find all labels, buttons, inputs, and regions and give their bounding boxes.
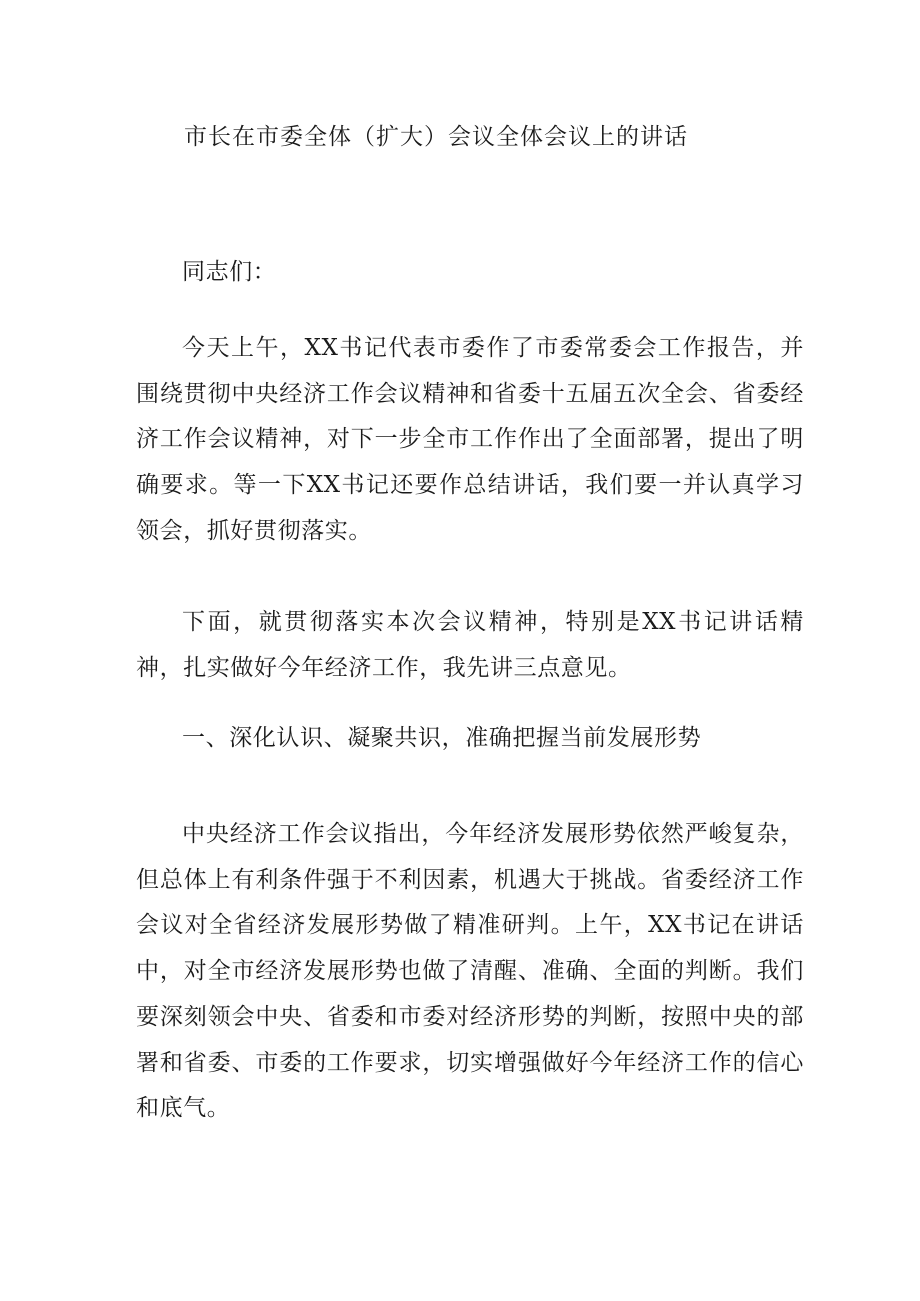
document-title: 市长在市委全体（扩大）会议全体会议上的讲话 — [184, 124, 688, 150]
section-heading: 一、深化认识、凝聚共识，准确把握当前发展形势 — [182, 725, 702, 751]
greeting: 同志们： — [182, 259, 277, 285]
paragraph-opening: 今天上午，XX书记代表市委作了市委常委会工作报告，并围绕贯彻中央经济工作会议精神和省委十五届五次全会、省委经济工作会议精神，对下一步全市工作作出了全面部署，提出了明确要求。等一下XX书记还要作总结讲话，我们要一并认真学习领会，抓好贯彻落实。 — [136, 335, 804, 544]
section-paragraph: 中央经济工作会议指出，今年经济发展形势依然严峻复杂，但总体上有利条件强于不利因素，机遇大于挑战。省委经济工作会议对全省经济发展形势做了精准研判。上午，XX书记在讲话中，对全市经济发展形势也做了清醒、准确、全面的判断。我们要深刻领会中央、省委和市委对经济形势的判断，按照中央的部署和省委、市委的工作要求，切实增强做好今年经济工作的信心和底气。 — [136, 821, 804, 1122]
paragraph-outline: 下面，就贯彻落实本次会议精神，特别是XX书记讲话精神，扎实做好今年经济工作，我先讲三点意见。 — [136, 609, 804, 681]
